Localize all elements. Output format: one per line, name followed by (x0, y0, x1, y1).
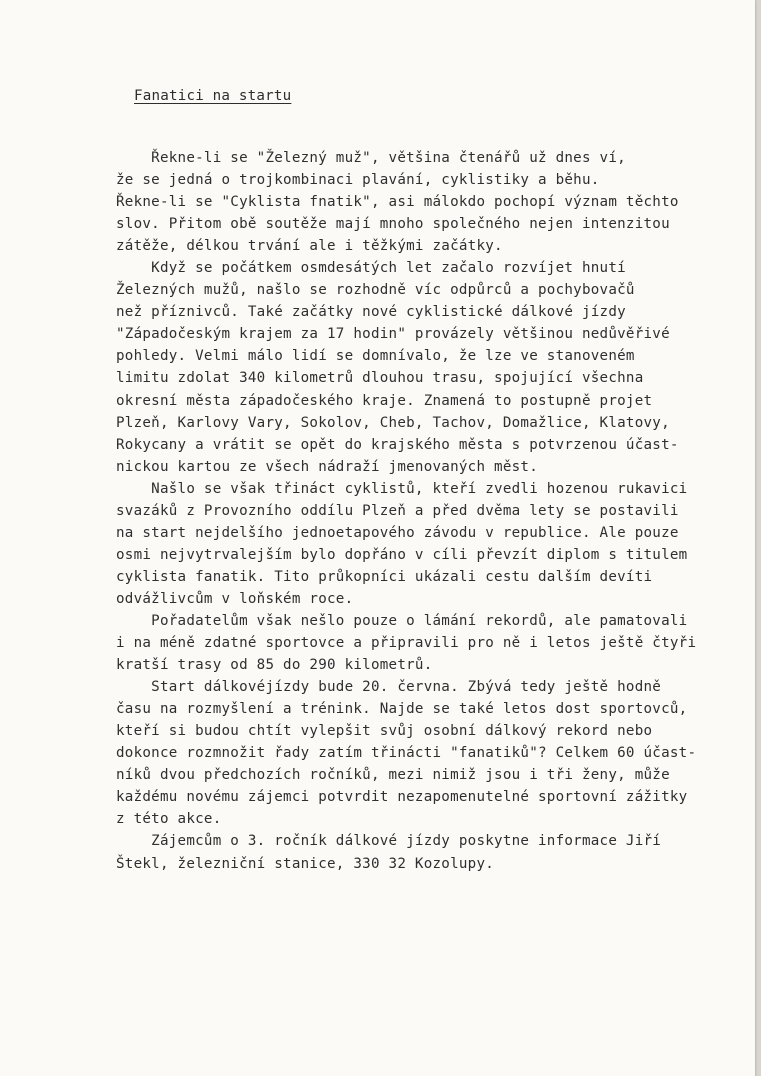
text-line: osmi nejvytrvalejším bylo dopřáno v cíli převzít diplom s titulem (116, 546, 688, 563)
text-line: Pořadatelům však nešlo pouze o lámání rekordů, ale pamatovali (116, 612, 688, 629)
text-line: "Západočeským krajem za 17 hodin" provázely většinou nedůvěřivé (116, 326, 670, 343)
text-line: nickou kartou ze všech nádraží jmenovaných měst. (116, 458, 538, 475)
text-line: kratší trasy od 85 do 290 kilometrů. (116, 657, 433, 674)
text-line: slov. Přitom obě soutěže mají mnoho společného nejen intenzitou (116, 216, 670, 233)
text-line: Štekl, železniční stanice, 330 32 Kozolupy. (116, 855, 495, 872)
text-line: Když se počátkem osmdesátých let začalo rozvíjet hnutí (116, 260, 626, 277)
text-line: svazáků z Provozního oddílu Plzeň a před dvěma lety se postavili (116, 502, 679, 519)
text-line: Řekne-li se "Cyklista fnatik", asi málokdo pochopí význam těchto (116, 194, 679, 211)
text-line: limitu zdolat 340 kilometrů dlouhou trasu, spojující všechna (116, 370, 644, 387)
text-line: Železných mužů, našlo se rozhodně víc odpůrců a pochybovačů (116, 282, 635, 299)
article-body (116, 147, 716, 875)
text-line: pohledy. Velmi málo lidí se domnívalo, že lze ve stanoveném (116, 348, 635, 365)
text-line: Řekne-li se "Železný muž", většina čtenářů už dnes ví, (116, 150, 626, 166)
text-line: níků dvou předchozích ročníků, mezi nimiž jsou i tři ženy, může (116, 767, 670, 784)
text-line: každému novému zájemci potvrdit nezapomenutelné sportovní zážitky (116, 789, 688, 806)
page-title: Fanatici na startu (134, 88, 292, 104)
text-line: okresní města západočeského kraje. Znamená to postupně projet (116, 392, 653, 409)
text-line: Start dálkovéjízdy bude 20. června. Zbývá tedy ještě hodně (116, 679, 662, 696)
text-line: Zájemcům o 3. ročník dálkové jízdy poskytne informace Jiří (116, 833, 662, 850)
text-line: i na méně zdatné sportovce a připravili pro ně i letos ještě čtyři (116, 635, 697, 652)
text-line: než příznivců. Také začátky nové cyklistické dálkové jízdy (116, 304, 626, 321)
text-line: Rokycany a vrátit se opět do krajského města s potvrzenou účast- (116, 436, 679, 453)
text-line: Našlo se však třináct cyklistů, kteří zvedli hozenou rukavici (116, 480, 688, 497)
text-line: cyklista fanatik. Tito průkopníci ukázali cestu dalším devíti (116, 568, 653, 585)
text-line: zátěže, délkou trvání ale i těžkými začátky. (116, 238, 503, 255)
text-line: kteří si budou chtít vylepšit svůj osobní dálkový rekord nebo (116, 723, 653, 740)
text-line: na start nejdelšího jednoetapového závodu v republice. Ale pouze (116, 524, 679, 541)
text-line: že se jedná o trojkombinaci plavání, cyklistiky a běhu. (116, 172, 600, 189)
text-line: z této akce. (116, 811, 222, 828)
text-line: odvážlivcům v loňském roce. (116, 590, 354, 607)
text-line: času na rozmyšlení a trénink. Najde se také letos dost sportovců, (116, 701, 688, 718)
text-line: Plzeň, Karlovy Vary, Sokolov, Cheb, Tachov, Domažlice, Klatovy, (116, 414, 670, 431)
text-line: dokonce rozmnožit řady zatím třinácti "fanatiků"? Celkem 60 účast- (116, 745, 697, 762)
